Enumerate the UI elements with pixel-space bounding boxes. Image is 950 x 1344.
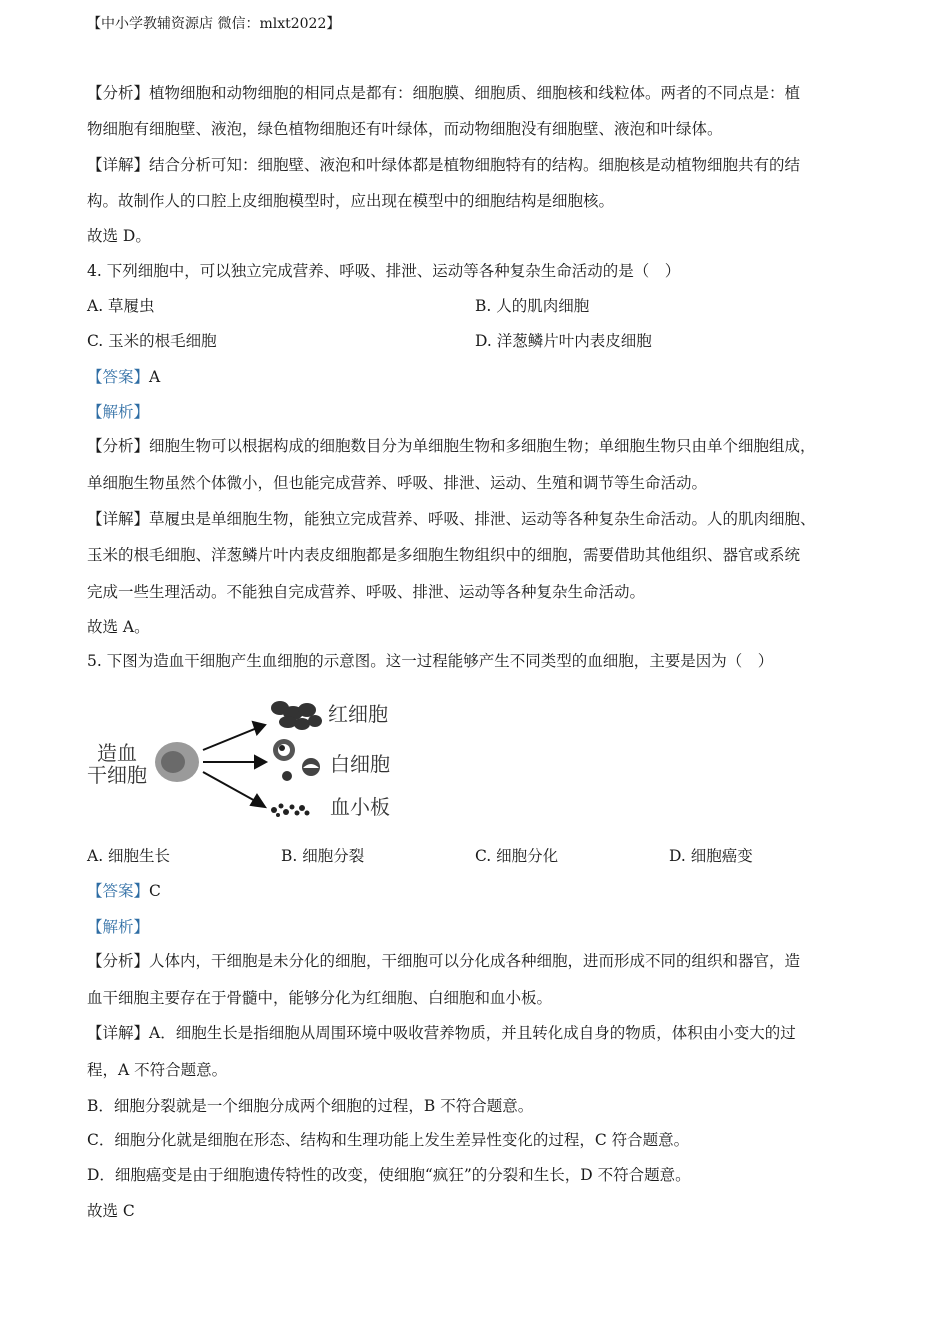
diagram-source-label-1: 造血 [97, 741, 137, 765]
q5-answer [87, 881, 161, 901]
answer-label: 【答案】 [87, 882, 150, 900]
white-blood-cells-icon [273, 739, 320, 781]
q3-detail-line1: 【详解】结合分析可知：细胞壁、液泡和叶绿体都是植物细胞特有的结构。细胞核是动植物细胞共有的结 [87, 156, 801, 174]
q3-analysis-line1: 【分析】植物细胞和动物细胞的相同点是都有：细胞膜、细胞质、细胞核和线粒体。两者的不同点是：植 [87, 84, 801, 102]
q4-analysis-label: 【解析】 [87, 403, 150, 421]
q3-analysis-line2: 物细胞有细胞壁、液泡，绿色植物细胞还有叶绿体，而动物细胞没有细胞壁、液泡和叶绿体。 [87, 120, 723, 138]
q4-analysis-line1: 【分析】细胞生物可以根据构成的细胞数目分为单细胞生物和多细胞生物；单细胞生物只由单个细胞组成， [87, 437, 816, 455]
answer-value: C [149, 882, 161, 900]
q3-choose: 故选 D。 [87, 227, 151, 245]
diagram-label-platelet: 血小板 [330, 795, 390, 819]
page-header: 【中小学教辅资源店 微信：mlxt2022】 [87, 16, 341, 32]
q5-detail-b: B．细胞分裂就是一个细胞分成两个细胞的过程，B 不符合题意。 [87, 1097, 534, 1115]
q4-detail-line1: 【详解】草履虫是单细胞生物，能独立完成营养、呼吸、排泄、运动等各种复杂生命活动。人的肌肉细胞、 [87, 510, 816, 528]
q4-choose: 故选 A。 [87, 618, 150, 636]
q5-option-b: B. 细胞分裂 [281, 847, 365, 865]
platelets-icon [271, 804, 310, 818]
q5-analysis-line2: 血干细胞主要存在于骨髓中，能够分化为红细胞、白细胞和血小板。 [87, 989, 553, 1007]
q4-option-b: B. 人的肌肉细胞 [475, 297, 590, 315]
q3-detail-line2: 构。故制作人的口腔上皮细胞模型时，应出现在模型中的细胞结构是细胞核。 [87, 192, 615, 210]
arrows-icon [203, 722, 266, 807]
q5-analysis-label: 【解析】 [87, 918, 150, 936]
diagram-label-white: 白细胞 [330, 752, 390, 776]
answer-label: 【答案】 [87, 368, 150, 386]
q5-option-d: D. 细胞癌变 [669, 847, 753, 865]
q5-analysis-line1: 【分析】人体内，干细胞是未分化的细胞，干细胞可以分化成各种细胞，进而形成不同的组织和器官，造 [87, 952, 801, 970]
q5-detail-line1: 【详解】A．细胞生长是指细胞从周围环境中吸收营养物质，并且转化成自身的物质，体积由小变大的过 [87, 1024, 796, 1042]
red-blood-cells-icon [271, 701, 322, 730]
q4-detail-line2: 玉米的根毛细胞、洋葱鳞片叶内表皮细胞都是多细胞生物组织中的细胞，需要借助其他组织、器官或系统 [87, 546, 801, 564]
q5-detail-line2: 程，A 不符合题意。 [87, 1061, 228, 1079]
answer-value: A [149, 368, 161, 386]
q5-detail-d: D．细胞癌变是由于细胞遗传特性的改变，使细胞“疯狂”的分裂和生长，D 不符合题意。 [87, 1166, 691, 1184]
q5-choose: 故选 C [87, 1202, 135, 1220]
q4-question: 4. 下列细胞中，可以独立完成营养、呼吸、排泄、运动等各种复杂生命活动的是（ ） [87, 262, 681, 280]
q5-option-a: A. 细胞生长 [87, 847, 171, 865]
q5-question: 5. 下图为造血干细胞产生血细胞的示意图。这一过程能够产生不同类型的血细胞，主要是因为（ ） [87, 652, 774, 670]
diagram-source-label-2: 干细胞 [87, 763, 147, 787]
q4-detail-line3: 完成一些生理活动。不能独自完成营养、呼吸、排泄、运动等各种复杂生命活动。 [87, 583, 646, 601]
q4-option-d: D. 洋葱鳞片叶内表皮细胞 [475, 332, 652, 350]
q4-option-a: A. 草履虫 [87, 297, 155, 315]
blood-cell-diagram [85, 688, 405, 828]
q4-answer [87, 367, 160, 387]
q4-option-c: C. 玉米的根毛细胞 [87, 332, 217, 350]
diagram-label-red: 红细胞 [328, 702, 388, 726]
q5-detail-c: C．细胞分化就是细胞在形态、结构和生理功能上发生差异性变化的过程，C 符合题意。 [87, 1131, 690, 1149]
q5-option-c: C. 细胞分化 [475, 847, 559, 865]
q4-analysis-line2: 单细胞生物虽然个体微小，但也能完成营养、呼吸、排泄、运动、生殖和调节等生命活动。 [87, 474, 708, 492]
